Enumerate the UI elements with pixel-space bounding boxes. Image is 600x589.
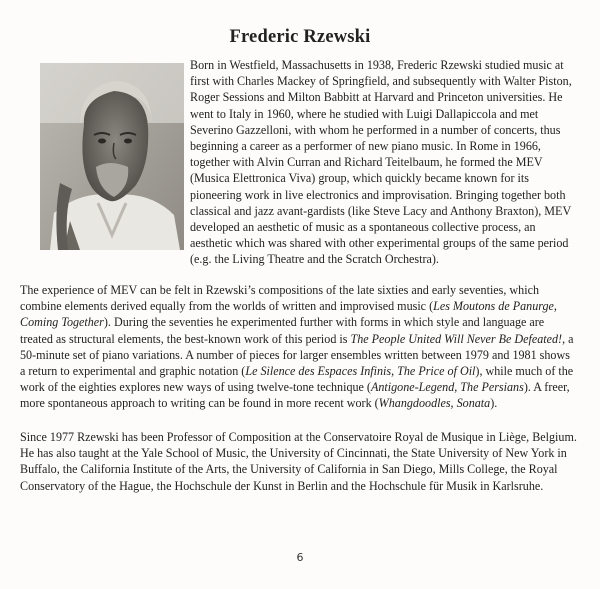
work-title-text: Les Moutons de Panurge, Coming Together — [20, 299, 557, 330]
paragraph-text: ). — [490, 396, 498, 411]
work-title-text: The People United Will Never Be Defeated! — [350, 331, 563, 346]
paragraph-text: ), while much of the work of the eighties explores new ways of using twelve-tone technique ( — [20, 364, 574, 395]
paragraph-text: Born in Westfield, Massachusetts in 1938, Frederic Rzewski studied music at first with Charles Mackey of Springfield, and subsequently with Walter Piston, Roger Sessions and Milton Babbitt at Harvard and Princeton universities. He went to Italy in 1960, where he studied with Luigi Dallapiccola and met Severino Gazzelloni, with whom he performed in a number of concerts, thus beginning a career as a performer of new piano music. In Rome in 1966, together with Alvin Curran and Richard Teitelbaum, he formed the MEV (Musica Elettronica Viva) group, which quickly became known for its pioneering work in live electronics and improvisation. Bringing together both classical and jazz avant-gardists (like Steve Lacy and Anthony Braxton), MEV developed an aesthetic of music as a spontaneous collective process, an aesthetic which was shared with other experimental groups of the same period (e.g. the Living Theatre and the Scratch Orchestra). — [190, 58, 572, 267]
body-paragraph — [20, 429, 578, 494]
work-title-text: Antigone-Legend, The Persians — [370, 380, 524, 395]
intro-paragraph — [20, 57, 578, 268]
page-title: Frederic Rzewski — [229, 27, 371, 47]
paragraph-text: Since 1977 Rzewski has been Professor of Composition at the Conservatoire Royal de Musique in Liège, Belgium. He has also taught at the Yale School of Music, the University of Cincinnati, the State University of New York in Buffalo, the California Institute of the Arts, the University of California in San Diego, Mills College, the Royal Conservatory of the Hague, the Hochschule der Kunst in Berlin and the Hochschule für Musik in Karlsruhe. — [20, 430, 577, 493]
paragraph-text: The experience of MEV can be felt in Rzewski’s compositions of the late sixties and early seventies, which combine elements derived equally from the worlds of written and improvised music ( — [20, 283, 539, 314]
page-number: 6 — [296, 551, 304, 564]
body-paragraph — [20, 282, 578, 412]
paragraph-text: ). During the seventies he experimented further with forms in which style and language are treated as structural elements, the best-known work of this period is — [20, 315, 545, 346]
paragraph-text: ). A freer, more spontaneous approach to writing can be found in more recent work ( — [20, 380, 570, 411]
work-title-text: Le Silence des Espaces Infinis, The Price of Oil — [245, 364, 476, 379]
work-title-text: Whangdoodles, Sonata — [378, 396, 491, 411]
paragraph-text: , a 50-minute set of piano variations. A number of pieces for larger ensembles written between 1979 and 1981 shows a return to experimental and graphic notation ( — [20, 331, 574, 379]
